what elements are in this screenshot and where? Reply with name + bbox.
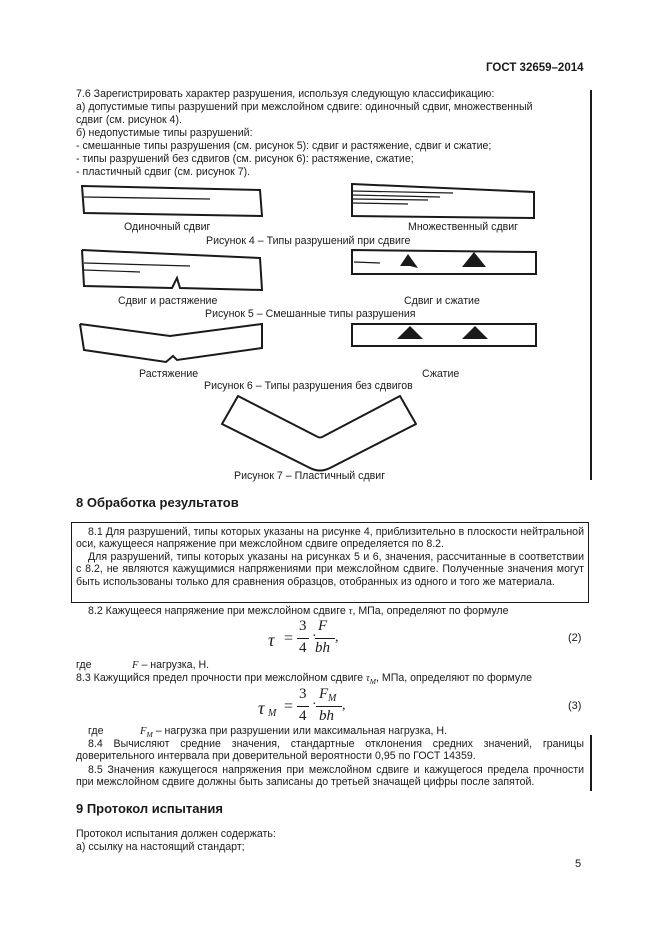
formula-3-number: (3) [568, 700, 582, 712]
figure-6-left-label: Растяжение [139, 368, 199, 380]
standard-header: ГОСТ 32659–2014 [486, 62, 584, 74]
figure-6-tension-drawing [78, 322, 268, 368]
formula-2-number: (2) [568, 632, 582, 644]
section-9-paragraph-2: а) ссылку на настоящий стандарт; [76, 841, 245, 853]
figure-5-shear-tension-drawing [80, 248, 265, 296]
figure-5-right-label: Сдвиг и сжатие [404, 295, 480, 307]
paragraph-8-1-b: Для разрушений, типы которых указаны на рисунках 5 и 6, значения, рассчитанные в соответствии с 8.2, не являются кажущимися напряжениями при межслойном сдвиге. Полученные значения могут быть использованы только для сравнения образцов, отобранных из одного и того же материала. [76, 551, 584, 588]
paragraph-8-2: 8.2 Кажущееся напряжение при межслойном сдвиге τ, МПа, определяют по формуле [88, 605, 509, 617]
change-bar [590, 90, 592, 480]
figure-4-single-shear-drawing [80, 180, 265, 220]
document-page: ГОСТ 32659–2014 7.6 Зарегистрировать характер разрушения, используя следующую классификацию: а) допустимые типы разрушений при межслойном сдвиге: одиночный сдвиг, множественный сдвиг (см. рисунок 4). б) недопустимые типы разрушений: - смешанные типы разрушения (см. рисунок 5): сдвиг и растяжение, сдвиг и сжатие; - типы разрушений без сдвигов (см. рисунок 6): растяжение, сжатие; - пластичный сдвиг (см. рисунок 7). Одиночный сдвиг Множественный сдвиг Рисунок 4 – Типы разрушений при сдвиге Сдвиг и растяжение Сдвиг и сжатие Рисунок 5 – Смешанные типы разрушения Растяжение Сжатие Рисунок 6 – Типы разрушения без сдвигов Рисунок 7 – Пластичный сдвиг 8 Обработка результатов 8.1 Для разрушений, типы которых указаны на рисунке 4, приблизительно в плоскости нейтральной оси, кажущееся напряжение при межслойном сдвиге определяется по 8.2. Для разрушений, типы которых указаны на рисунках 5 и 6, значения, рассчитанные в соответствии с 8.2, не являются кажущимися напряжениями при межслойном сдвиге. Полученные значения могут быть использованы только для сравнения образцов, отобранных из одного и того же материала. 8.2 Кажущееся напряжение при межслойном сдвиге τ, МПа, определяют по формуле τ = 3 4 · F bh , (2) где F – нагрузка, Н. 8.3 Кажущийся предел прочности при межслойном сдвиге $\tau_M$, МПа, определяют по формуле τ M = 3 4 · F M bh , (3) где $F_M$ – нагрузка при разрушении или максимальная нагрузка, Н. 8.4 Вычисляют средние значения, стандартные отклонения средних значений, границы доверительного интервала при доверительной вероятности 0,95 по ГОСТ 14359. 8.5 Значения кажущегося напряжения при межслойном сдвиге и кажущегося предела прочности при межслойном сдвиге должны быть записаны до третьей значащей цифры после запятой. 9 Протокол испытания Протокол испытания должен содержать: а) ссылку на настоящий стандарт; 5 [0, 0, 661, 936]
change-bar [590, 735, 592, 791]
paragraph-8-3: 8.3 Кажущийся предел прочности при межслойном сдвиге $\tau_M$, МПа, определяют по формуле [76, 672, 533, 687]
figure-5-caption: Рисунок 5 – Смешанные типы разрушения [205, 308, 416, 320]
tau-symbol: τ [348, 606, 353, 617]
item-b1: - смешанные типы разрушения (см. рисунок 5): сдвиг и растяжение, сдвиг и сжатие; [76, 140, 492, 152]
where-definition-2: $F_M$ – нагрузка при разрушении или максимальная нагрузка, Н. [140, 725, 448, 740]
figure-6-right-label: Сжатие [422, 368, 460, 380]
section-8-title: 8 Обработка результатов [76, 495, 239, 510]
where-label-2: где [88, 725, 104, 737]
section-7-6-intro: 7.6 Зарегистрировать характер разрушения, используя следующую классификацию: [76, 88, 495, 100]
page-number: 5 [575, 858, 582, 870]
figure-4-left-label: Одиночный сдвиг [124, 221, 211, 233]
figure-4-right-label: Множественный сдвиг [408, 221, 519, 233]
figure-4-caption: Рисунок 4 – Типы разрушений при сдвиге [206, 235, 411, 247]
figure-6-caption: Рисунок 6 – Типы разрушения без сдвигов [204, 380, 413, 392]
paragraph-8-4: 8.4 Вычисляют средние значения, стандартные отклонения средних значений, границы доверительного интервала при доверительной вероятности 0,95 по ГОСТ 14359. [76, 738, 584, 763]
where-definition-1: F – нагрузка, Н. [132, 659, 210, 671]
figure-5-left-label: Сдвиг и растяжение [118, 295, 218, 307]
item-b2: - типы разрушений без сдвигов (см. рисунок 6): растяжение, сжатие; [76, 153, 414, 165]
figure-7-caption: Рисунок 7 – Пластичный сдвиг [234, 470, 386, 482]
where-label-1: где [76, 659, 92, 671]
paragraph-8-5: 8.5 Значения кажущегося напряжения при межслойном сдвиге и кажущегося предела прочности при межслойном сдвиге должны быть записаны до третьей значащей цифры после запятой. [76, 764, 584, 789]
figure-7-plastic-shear-drawing [220, 394, 420, 474]
section-9-paragraph-1: Протокол испытания должен содержать: [76, 828, 276, 840]
item-a-line2: сдвиг (см. рисунок 4). [76, 114, 182, 126]
figure-5-shear-compression-drawing [350, 248, 540, 278]
paragraph-8-1-a: 8.1 Для разрушений, типы которых указаны на рисунке 4, приблизительно в плоскости нейтральной оси, кажущееся напряжение при межслойном сдвиге определяется по 8.2. [76, 526, 584, 551]
item-b3: - пластичный сдвиг (см. рисунок 7). [76, 166, 251, 178]
item-b: б) недопустимые типы разрушений: [76, 127, 253, 139]
figure-4-multiple-shear-drawing [348, 180, 538, 222]
item-a-line1: а) допустимые типы разрушений при межслойном сдвиге: одиночный сдвиг, множественный [76, 101, 533, 113]
section-9-title: 9 Протокол испытания [76, 801, 223, 816]
figure-6-compression-drawing [350, 322, 540, 352]
